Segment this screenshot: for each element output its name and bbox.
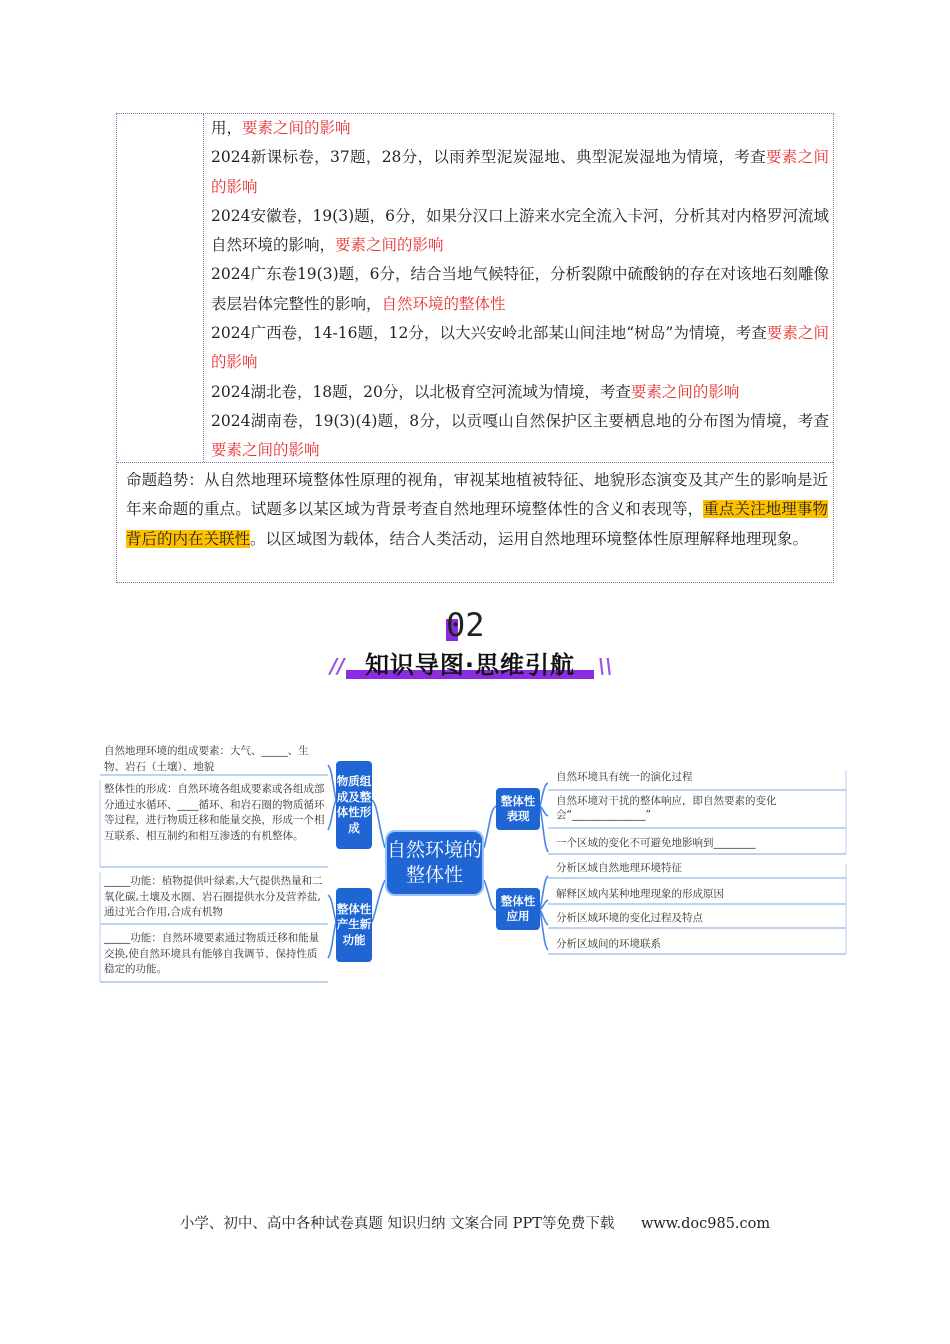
section-title: 知识导图·思维引航	[346, 648, 594, 682]
trend-highlight: 重点关注地理事物背后的内在关联性	[126, 500, 828, 548]
topic-highlight: 要素之间的影响	[211, 148, 829, 196]
branch-node-new-function: 整体性产生新功能	[336, 888, 372, 962]
footer-url: www.doc985.com	[640, 1216, 771, 1232]
leaf-stability-function: _____功能：自然环境要素通过物质迁移和能量交换,使自然环境具有能够自我调节、保持性质稳定的功能。	[104, 932, 320, 975]
branch-node-composition: 物质组成及整体性形成	[336, 761, 372, 849]
exam-entry	[211, 114, 829, 143]
topic-highlight: 自然环境的整体性	[381, 294, 506, 313]
exam-entry	[211, 319, 829, 378]
column-divider	[203, 114, 204, 462]
leaf-response: 自然环境对干扰的整体响应，即自然要素的变化会“______________”	[556, 795, 777, 821]
branch-node-manifestation: 整体性表现	[496, 788, 540, 830]
info-table	[116, 113, 834, 583]
trend-text-end: 。以区域图为载体，结合人类活动，运用自然地理环境整体性原理解释地理现象。	[250, 529, 809, 548]
exam-text: 2024广东卷19(3)题，6分，结合当地气候特征，分析裂隙中硫酸钠的存在对该地石刻雕像表层岩体完整性的影响，	[211, 265, 829, 313]
topic-highlight: 要素之间的影响	[630, 382, 740, 401]
leaf-evolution: 自然环境具有统一的演化过程	[556, 771, 693, 783]
exam-entry	[211, 378, 829, 407]
exam-entry	[211, 202, 829, 261]
exam-list-cell	[211, 114, 829, 466]
left-slash-decoration: //	[330, 654, 345, 678]
exam-text: 2024广西卷，14-16题，12分，以大兴安岭北部某山间洼地“树岛”为情境，考查	[211, 324, 767, 343]
exam-entry	[211, 143, 829, 202]
branch-node-application: 整体性应用	[496, 888, 540, 930]
topic-highlight: 要素之间的影响	[242, 119, 351, 137]
trend-cell	[126, 466, 828, 554]
topic-highlight: 要素之间的影响	[211, 441, 320, 460]
exam-text: 2024湖北卷，18题，20分，以北极育空河流域为情境，考查	[211, 382, 631, 401]
leaf-formation: 整体性的形成：自然环境各组成要素或各组成部分通过水循环、____循环、和岩石圈的物质循环等过程，进行物质迁移和能量交换，形成一个相互联系、相互制约和相互渗透的有机整体。	[104, 783, 325, 842]
trend-text: 命题趋势：从自然地理环境整体性原理的视角，审视某地植被特征、地貌形态演变及其产生的影响是近年来命题的重点。试题多以某区域为背景考查自然地理环境整体性的含义和表现等，	[126, 471, 828, 519]
exam-entry	[211, 407, 829, 466]
topic-highlight: 要素之间的影响	[335, 236, 444, 255]
right-slash-decoration: \\	[598, 654, 613, 678]
leaf-regional-impact: 一个区域的变化不可避免地影响到________	[556, 837, 756, 849]
leaf-analyze-features: 分析区域自然地理环境特征	[556, 862, 682, 874]
mind-map	[0, 730, 950, 990]
exam-text: 2024安徽卷，19(3)题，6分，如果分汉口上游来水完全流入卡河，分析其对内格罗河流域自然环境的影响，	[211, 206, 829, 255]
exam-text: 2024湖南卷，19(3)(4)题，8分，以贡嘎山自然保护区主要栖息地的分布图为情境，考查	[211, 411, 829, 430]
exam-text: 用，	[211, 119, 243, 137]
exam-entry	[211, 260, 829, 319]
leaf-explain-causes: 解释区域内某种地理现象的形成原因	[556, 888, 724, 900]
leaf-components: 自然地理环境的组成要素：大气、_____、生物、岩石（土壤）、地貌	[104, 745, 309, 773]
page-footer	[0, 1212, 950, 1233]
footer-text: 小学、初中、高中各种试卷真题 知识归纳 文案合同 PPT等免费下载	[179, 1216, 615, 1232]
leaf-analyze-change: 分析区域环境的变化过程及特点	[556, 912, 703, 924]
topic-highlight: 要素之间的影响	[211, 324, 829, 372]
leaf-analyze-links: 分析区域间的环境联系	[556, 938, 661, 950]
section-number: 02	[446, 606, 485, 644]
leaf-production-function: _____功能：植物提供叶绿素,大气提供热量和二氧化碳,土壤及水圈、岩石圈提供水分及营养盐,通过光合作用,合成有机物	[104, 875, 323, 918]
exam-text: 2024新课标卷，37题，28分，以雨养型泥炭湿地、典型泥炭湿地为情境，考查	[211, 148, 766, 167]
center-node: 自然环境的整体性	[385, 830, 484, 896]
